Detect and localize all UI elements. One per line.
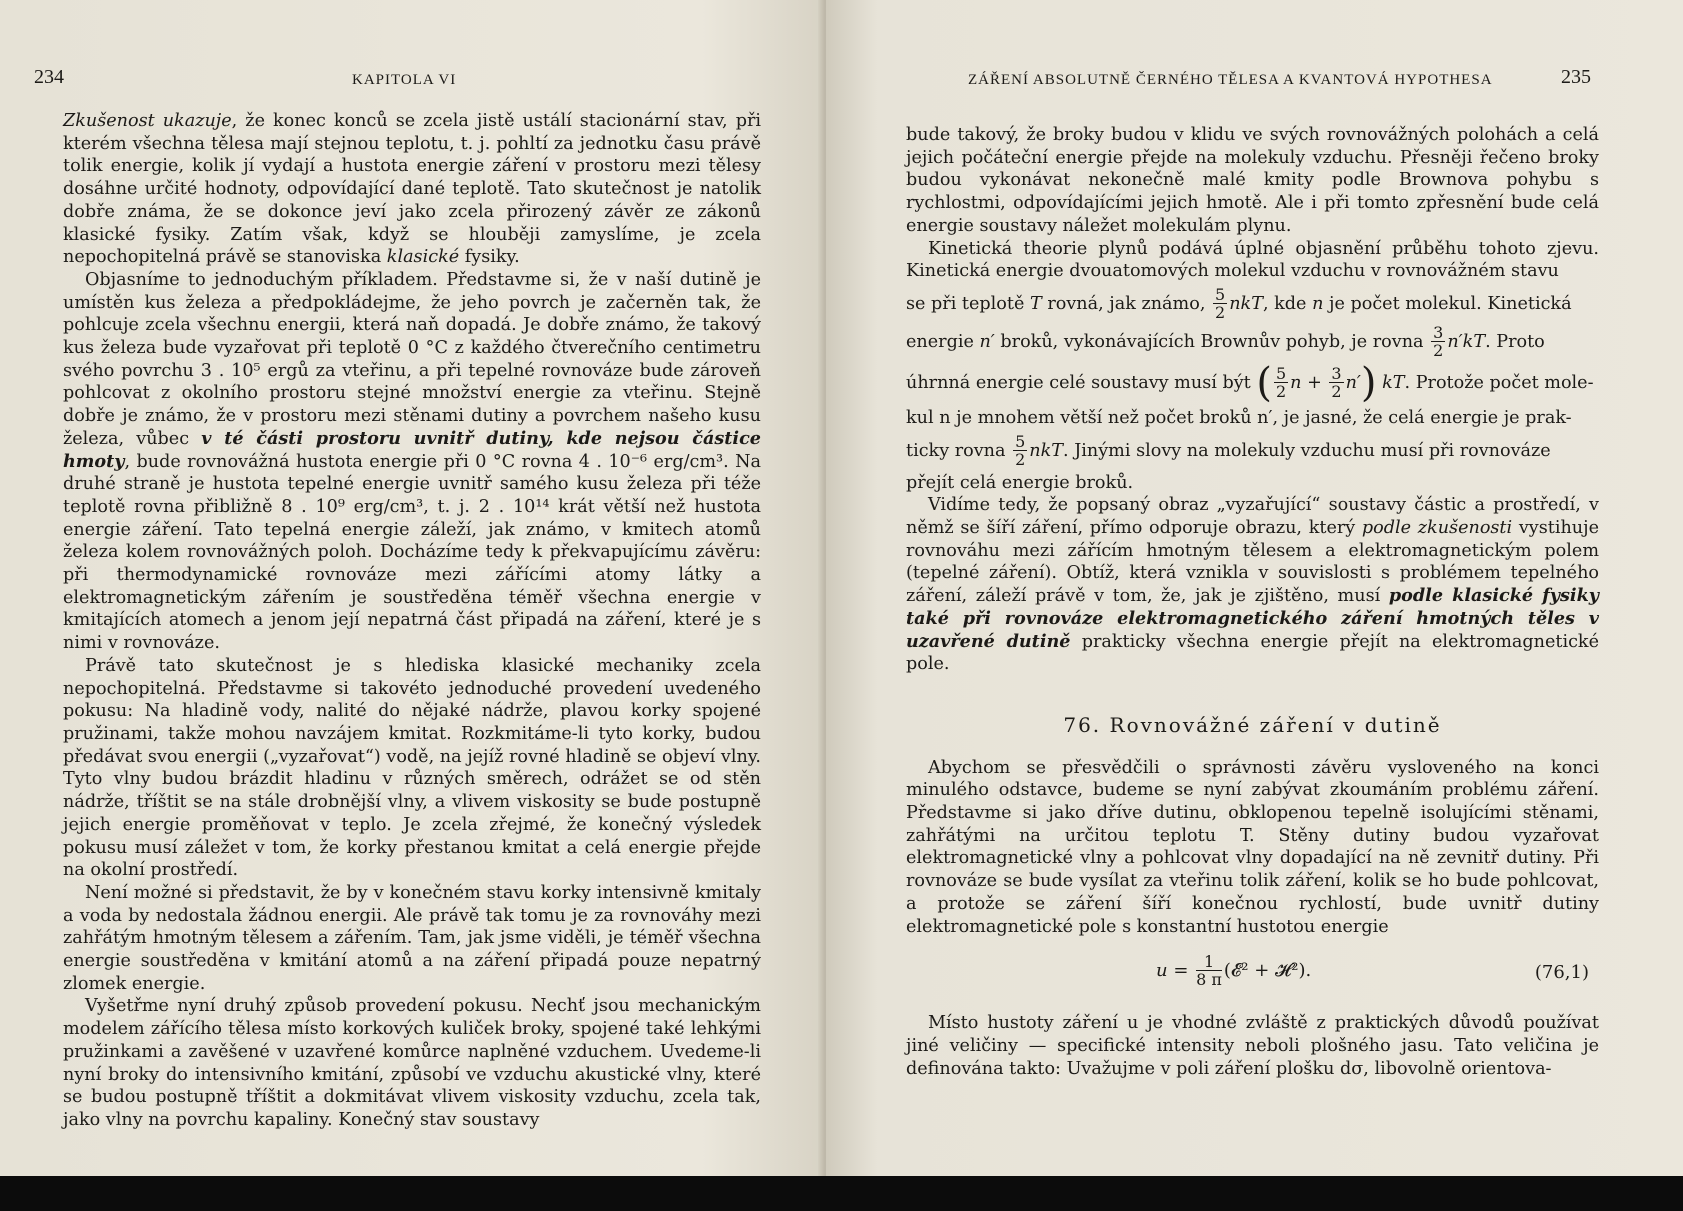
emphasis-text: Zkušenost ukazuje <box>63 111 232 131</box>
paragraph-line: přejít celá energie broků. <box>906 472 1134 493</box>
fraction-numerator: 5 <box>1215 284 1226 304</box>
math-expression: kT <box>1382 372 1405 393</box>
equation-expression <box>1156 954 1311 988</box>
right-page-text <box>906 124 1599 1080</box>
math-line <box>906 431 1599 469</box>
fraction-denominator: 2 <box>1015 449 1026 469</box>
text: Není možné si představit, že by v konečném stavu korky intensivně kmitaly a voda by nedostala žádnou energii. Ale právě tak tomu je za rovnováhy mezi zahřátým hmotným tělesem a zářením. Tam, jak jsme viděli, je téměř všechna energie soustředěna v kmitání atomů a na záření připadá pouze nepatrný zlomek energie. <box>63 882 761 994</box>
fraction-numerator: 5 <box>1275 363 1287 383</box>
paragraph-text: Kinetická theorie plynů podává úplné objasnění průběhu tohoto zjevu. Kinetická energie dvouatomových molekul vzduchu v rovnovážném stavu <box>906 238 1599 282</box>
text: , že konec konců se zcela jistě ustálí stacionární stav, při kterém všechna tělesa mají stejnou teplotu, t. j. pohltí za jednotku času právě tolik energie, kolik jí vydají a hustota energie záření v prostoru mezi tělesy dosáhne určité hodnoty, odpovídající dané teplotě. Tato skutečnost je natolik dobře známa, že se dokonce jeví jako zcela přirozený závěr ze zákonů klasické fysiky. Zatím však, když se hlouběji zamyslíme, je zcela nepochopitelná právě se stanoviska <box>63 111 761 268</box>
scan-background <box>0 1176 1683 1211</box>
math-line <box>906 322 1599 360</box>
fraction-denominator: 2 <box>1275 381 1287 401</box>
math-symbol: n′ <box>1345 372 1361 393</box>
text: Právě tato skutečnost je s hlediska klasické mechaniky zcela nepochopitelná. Představme si takovéto jednoduché provedení uvedeného pokusu: Na hladině vody, nalité do nějaké nádrže, plavou korky spojené pružinami, takže mohou navzájem kmitat. Rozkmitáme-li tyto korky, budou předávat svou energii („vyzařovat“) vodě, na jejíž rovné hladině se objeví vlny. Tyto vlny budou brázdit hladinu v různých směrech, odrážet se od stěn nádrže, tříštit se na stále drobnější vlny, a vlivem viskosity se bude postupně jejich energie proměňovat v teplo. Je zcela zřejmé, že konečný výsledek pokusu musí záležet v tom, že korky přestanou kmitat a celá energie přejde na okolní prostředí. <box>63 655 761 881</box>
text: . Jinými slovy na molekuly vzduchu musí při rovnováze <box>1063 440 1551 461</box>
math-expression: n′kT <box>1447 331 1486 352</box>
fraction-denominator: 8 π <box>1196 970 1222 990</box>
text: . Protože počet mole- <box>1404 372 1594 393</box>
left-page-text <box>63 110 761 1132</box>
fraction-numerator: 3 <box>1331 363 1342 383</box>
fraction-denominator: 2 <box>1331 381 1342 401</box>
text: fysiky. <box>459 247 520 268</box>
text: rovná, jak známo, <box>1047 293 1206 314</box>
text: ticky rovna <box>906 440 1006 461</box>
plus-sign: + <box>1307 372 1322 393</box>
text: , bude rovnovážná hustota energie při 0 °C rovna 4 . 10⁻⁶ erg/cm³. Na druhé straně je hustota tepelné energie uvnitř samého kusu železa při téže teplotě rovna přibližně 8 . 10⁹ erg/cm³, t. j. 2 . 10¹⁴ krát větší než hustota energie záření. Tato tepelná energie záleží, jak známo, v kmitech atomů železa kolem rovnovážných poloh. Docházíme tedy k překvapujícímu závěru: při thermodynamické rovnováze mezi zářícími atomy látky a elektromagnetickým zářením je soustředěna téměř všechna energie v kmitajících atomech a jenom její nepatrná část připadá na záření, které je s nimi v rovnováze. <box>63 451 761 654</box>
text: se při teplotě <box>906 293 1025 314</box>
equation-lhs: u = <box>1156 960 1189 982</box>
emphasis-text: klasické <box>386 247 460 268</box>
fraction <box>1329 363 1343 401</box>
text: Vidíme tedy, že popsaný obraz „vyzařující“ soustavy částic a prostředí, v němž se šíří záření, přímo odporuje obrazu, který <box>906 495 1599 539</box>
paragraph <box>906 494 1599 676</box>
text: broků, vykonávajících Brownův pohyb, je rovna <box>1000 331 1424 352</box>
left-paren: ( <box>1256 359 1272 406</box>
right-paren: ) <box>1360 359 1377 406</box>
right-page <box>826 0 1683 1176</box>
section-title: 76. Rovnovážné záření v dutině <box>1063 712 1442 737</box>
paragraph <box>63 655 761 882</box>
equation-number: (76,1) <box>1534 962 1589 984</box>
paragraph <box>63 995 761 1131</box>
text: prakticky všechna energie přejít na elektromagnetické pole. <box>906 631 1599 675</box>
equation-76-1 <box>906 948 1599 998</box>
math-symbol: n <box>1312 293 1324 314</box>
text: Vyšetřme nyní druhý způsob provedení pokusu. Nechť jsou mechanickým modelem zářícího tělesa místo korkových kuliček broky, spojené také lehkými pružinkami a zavěšené v uzavřené komůrce naplněné vzduchem. Uvedeme-li nyní broky do intensivního kmitání, způsobí ve vzduchu akustické vlny, které se budou postupně tříštit a dokmitávat vlivem viskosity vzduchu, zcela tak, jako vlny na povrchu kapaliny. Konečný stav soustavy <box>63 996 761 1130</box>
text: úhrnná energie celé soustavy musí být <box>906 372 1251 393</box>
emphasis-text: v té části prostoru uvnitř dutiny, kde nejsou částice hmoty <box>63 427 761 472</box>
text: vystihuje rovnováhu mezi zářícím hmotným tělesem a elektromagnetickým polem (tepelné záření). Obtíž, která vznikla v souvislosti s problémem tepelného záření, záleží právě v tom, že, jak je zjištěno, musí <box>906 518 1599 607</box>
math-expression: nkT <box>1229 293 1263 314</box>
math-symbol: T <box>1029 293 1042 314</box>
math-line <box>906 284 1599 322</box>
text: . Proto <box>1485 331 1545 352</box>
math-symbol: n′ <box>979 331 995 352</box>
fraction <box>1196 954 1222 988</box>
paragraph <box>63 269 761 655</box>
equation-rhs: (𝓔² + 𝓗²). <box>1223 960 1312 982</box>
fraction <box>1274 363 1288 401</box>
emphasis-text: podle klasické fysiky také při rovnováze elektromagnetického záření hmotných těles v uzavřené dutině <box>906 585 1600 652</box>
math-expression: nkT <box>1029 440 1064 461</box>
math-line <box>906 359 1599 406</box>
text: Objasníme to jednoduchým příkladem. Představme si, že v naší dutině je umístěn kus železa a předpokládejme, že jeho povrch je začerněn tak, že pohlcuje zcela všechnu energii, která naň dopadá. Je dobře známo, že takový kus železa bude vyzařovat při teplotě 0 °C z každého čtverečního centimetru svého povrchu 3 . 10⁵ ergů za vteřinu, a při tepelné rovnováze bude zároveň pohlcovat z okolního prostoru stejné množství energie za vteřinu. Stejně dobře je známo, že v prostoru mezi stěnami dutiny a povrchem našeho kusu železa, vůbec <box>63 269 761 449</box>
fraction <box>1431 322 1445 360</box>
paragraph <box>63 110 761 269</box>
paragraph: Místo hustoty záření u je vhodné zvláště z praktických důvodů používat jiné veličiny — specifické intensity neboli plošného jasu. Tato veličina je definována takto: Uvažujme v poli záření plošku dσ, libovolně orientova- <box>906 1013 1599 1079</box>
text: je počet molekul. Kinetická <box>1329 293 1572 314</box>
paragraph: bude takový, že broky budou v klidu ve svých rovnovážných polohách a celá jejich počáteční energie přejde na molekuly vzduchu. Přesněji řečeno broky budou vykonávat nekonečně malé kmity podle Brownova pohybu s rychlostmi, odpovídajícími jejich hmotě. Ale i při tomto zpřesnění bude celá energie soustavy náležet molekulám plynu. <box>906 125 1599 236</box>
fraction-numerator: 5 <box>1015 431 1026 451</box>
fraction-numerator: 3 <box>1433 322 1444 342</box>
fraction-denominator: 2 <box>1433 340 1444 360</box>
page-number-right: 235 <box>1561 66 1591 88</box>
fraction-denominator: 2 <box>1215 302 1226 322</box>
running-head-left: KAPITOLA VI <box>352 72 457 88</box>
paragraph-line: kul n je mnohem větší než počet broků n′, je jasné, že celá energie je prak- <box>906 407 1572 428</box>
fraction-numerator: 1 <box>1196 954 1222 971</box>
fraction <box>1013 431 1027 469</box>
left-page <box>0 0 826 1176</box>
paragraph <box>63 882 761 996</box>
text: energie <box>906 331 974 352</box>
fraction <box>1213 284 1227 322</box>
paragraph <box>906 238 1599 283</box>
running-head-right: ZÁŘENÍ ABSOLUTNĚ ČERNÉHO TĚLESA A KVANTOVÁ HYPOTHESA <box>968 72 1493 88</box>
emphasis-text: podle zkušenosti <box>1361 518 1513 539</box>
paragraph: Abychom se přesvědčili o správnosti závěru vysloveného na konci minulého odstavce, budeme se nyní zabývat zkoumáním problému záření. Představme si jako dříve dutinu, obklopenou tepelně isolujícími stěnami, zahřátými na určitou teplotu T. Stěny dutiny budou vyzařovat elektromagnetické vlny a pohlcovat vlny dopadající na ně zevnitř dutiny. Při rovnováze se bude vysílat za vteřinu tolik záření, kolik se ho bude pohlcovat, a protože se záření šíří konečnou rychlostí, bude uvnitř dutiny elektromagnetické pole s konstantní hustotou energie <box>906 757 1599 937</box>
math-symbol: n <box>1290 372 1302 393</box>
page-number-left: 234 <box>34 66 64 88</box>
text: , kde <box>1262 293 1307 314</box>
